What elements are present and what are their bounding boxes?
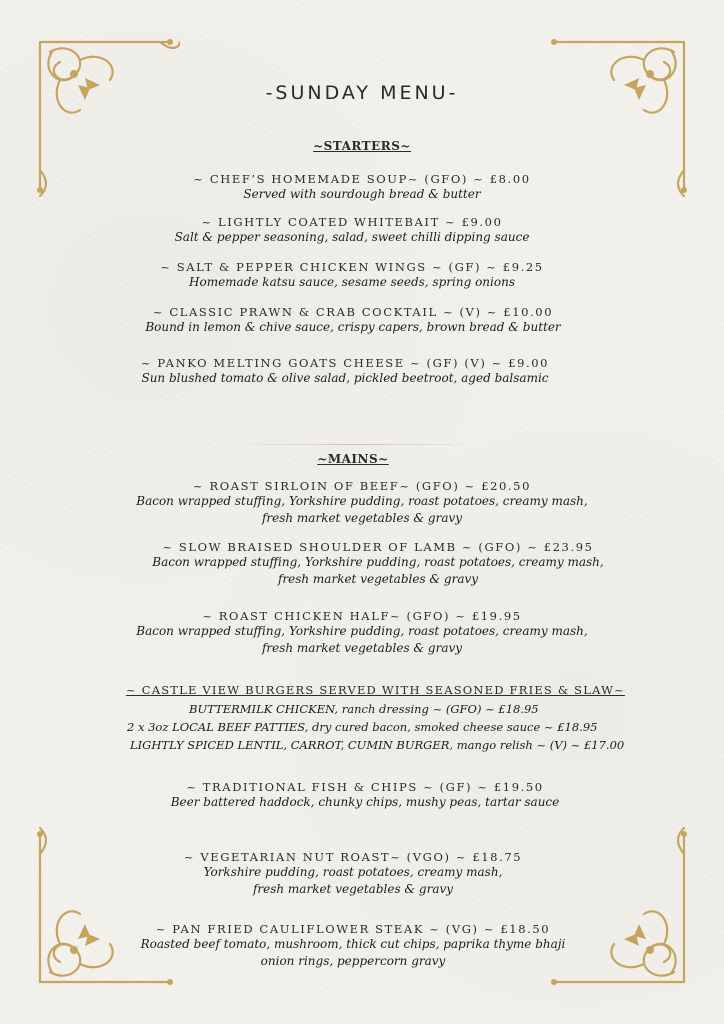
item-description: Roasted beef tomato, mushroom, thick cut chips, paprika thyme bhaji [140,937,566,951]
menu-item [0,172,724,203]
section-divider [230,444,480,445]
menu-item [0,215,704,246]
item-description: Served with sourdough bread & butter [243,187,481,201]
item-description: onion rings, peppercorn gravy [260,954,446,968]
item-name: ~ ROAST CHICKEN HALF~ (GFO) ~ £19.95 [202,609,522,623]
burgers-heading: ~ CASTLE VIEW BURGERS SERVED WITH SEASONED FRIES & SLAW~ [126,683,625,697]
burger-option: BUTTERMILK CHICKEN, ranch dressing ~ (GFO) ~ £18.95 [189,702,539,716]
item-description: Sun blushed tomato & olive salad, pickled beetroot, aged balsamic [141,371,549,385]
item-name: ~ CHEF’S HOMEMADE SOUP~ (GFO) ~ £8.00 [193,172,531,186]
item-name: ~ PAN FRIED CAULIFLOWER STEAK ~ (VG) ~ £18.50 [155,922,551,936]
item-description: Bound in lemon & chive sauce, crispy capers, brown bread & butter [145,320,561,334]
item-name: ~ TRADITIONAL FISH & CHIPS ~ (GF) ~ £19.50 [186,780,544,794]
item-name: ~ VEGETARIAN NUT ROAST~ (VGO) ~ £18.75 [183,850,523,864]
item-name: ~ SALT & PEPPER CHICKEN WINGS ~ (GF) ~ £9.25 [160,260,544,274]
item-name: ~ ROAST SIRLOIN OF BEEF~ (GFO) ~ £20.50 [192,479,532,493]
item-description: fresh market vegetables & gravy [261,511,463,525]
menu-item [0,922,706,970]
item-description: Bacon wrapped stuffing, Yorkshire pudding, roast potatoes, creamy mash, [136,494,588,508]
menu-item [0,780,724,811]
menu-item [0,356,690,387]
starters-heading: ~STARTERS~ [313,139,411,153]
menu-item [0,540,724,588]
item-description: Yorkshire pudding, roast potatoes, creamy mash, [203,865,503,879]
mains-heading: ~MAINS~ [317,452,389,466]
item-description: Bacon wrapped stuffing, Yorkshire pudding, roast potatoes, creamy mash, [152,555,604,569]
item-description: fresh market vegetables & gravy [252,882,454,896]
item-description: Homemade katsu sauce, sesame seeds, spring onions [189,275,515,289]
item-name: ~ PANKO MELTING GOATS CHEESE ~ (GF) (V) ~ £9.00 [140,356,550,370]
item-name: ~ CLASSIC PRAWN & CRAB COCKTAIL ~ (V) ~ £10.00 [152,305,554,319]
burger-option: 2 x 3oz LOCAL BEEF PATTIES, dry cured bacon, smoked cheese sauce ~ £18.95 [127,720,598,734]
menu-item [0,305,706,336]
item-description: fresh market vegetables & gravy [261,641,463,655]
menu-item [0,850,706,898]
item-description: fresh market vegetables & gravy [277,572,479,586]
item-name: ~ SLOW BRAISED SHOULDER OF LAMB ~ (GFO) ~ £23.95 [162,540,594,554]
item-description: Beer battered haddock, chunky chips, mushy peas, tartar sauce [170,795,560,809]
item-description: Bacon wrapped stuffing, Yorkshire pudding, roast potatoes, creamy mash, [136,624,588,638]
menu-item [0,260,704,291]
item-name: ~ LIGHTLY COATED WHITEBAIT ~ £9.00 [201,215,503,229]
item-description: Salt & pepper seasoning, salad, sweet chilli dipping sauce [174,230,530,244]
menu-item [0,479,724,527]
burger-option: LIGHTLY SPICED LENTIL, CARROT, CUMIN BURGER, mango relish ~ (V) ~ £17.00 [130,738,625,752]
menu-title: -SUNDAY MENU- [265,82,459,104]
menu-item [0,609,724,657]
